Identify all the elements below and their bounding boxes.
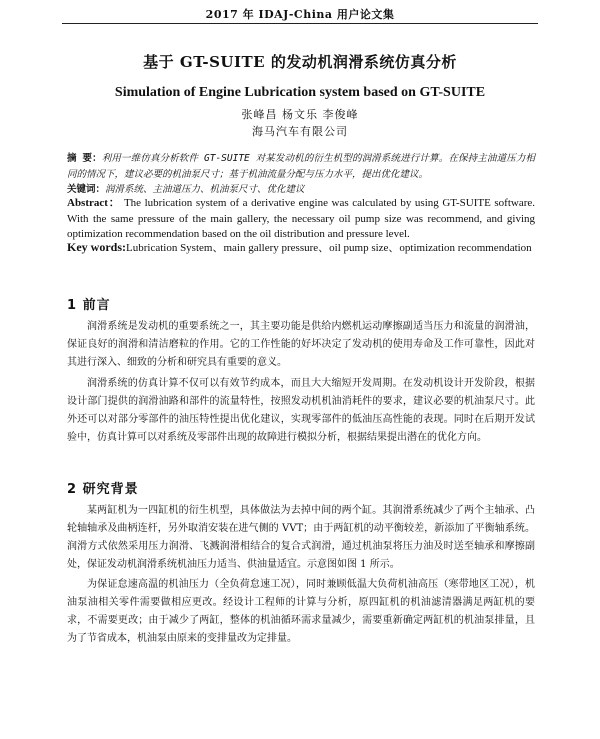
paragraph: 为保证怠速高温的机油压力（全负荷怠速工况），同时兼顾低温大负荷机油高压（寒带地区工况），机油泵油相关零件需要做相应更改。经设计工程师的计算与分析，原四缸机的机油滤清器满足两缸机的要求，不需要更改；由于减少了两缸，整体的机油循环需求量减少，需要重新确定两缸机的机油泵排量，且为了节省成本，机油泵由原来的变排量改为定排量。	[67, 579, 535, 644]
abstract-english-label: Abstract：	[67, 197, 121, 209]
paragraph: 某两缸机为一四缸机的衍生机型，具体做法为去掉中间的两个缸。其润滑系统减少了两个主轴承、凸轮轴轴承及曲柄连杆，另外取消安装在进气侧的 VVT；由于两缸机的动平衡较差，新添加了平衡轴系统。润滑方式依然采用压力润滑、飞溅润滑相结合的复合式润滑，通过机油泵将压力油及时送至轴承和摩擦副处，保证发动机润滑系统机油压力适当、供油量适宜。示意图如图 1 所示。	[67, 505, 535, 570]
paper-affiliation: 海马汽车有限公司	[252, 125, 348, 138]
paper-authors: 张峰昌 杨文乐 李俊峰	[241, 108, 359, 121]
paragraph: 润滑系统的仿真计算不仅可以有效节约成本，而且大大缩短开发周期。在发动机设计开发阶段，根据设计部门提供的润滑油路和部件的流量特性，按照发动机机油消耗件的要求，建议必要的机油泵尺寸。此外还可以对部分零部件的油压特性提出优化建议，实现零部件的低油压高性能的表现。同时在后期开发试验中，仿真计算可以对系统及零部件出现的故障进行模拟分析，根据结果提出潜在的优化方向。	[67, 378, 535, 443]
paper-title-english: Simulation of Engine Lubrication system based on GT-SUITE	[114, 85, 486, 100]
section-heading-introduction: 1 前言	[67, 298, 111, 313]
abstract-chinese-text: 利用一维仿真分析软件 GT-SUITE 对某发动机的衍生机型的润滑系统进行计算。在保持主油道压力相同的情况下，建议必要的机油泵尺寸；基于机油流量分配与压力水平，提出优化建议。	[67, 153, 535, 180]
keywords-chinese-label: 关键词：	[67, 184, 106, 195]
running-header: 2017 年 IDAJ-China 用户论文集	[205, 8, 395, 21]
abstract-english	[67, 196, 535, 243]
section-heading-background: 2 研究背景	[67, 482, 139, 497]
header-rule	[62, 23, 538, 24]
keywords-english-label: Key words:	[67, 240, 126, 254]
keywords-english-text: Lubrication System、main gallery pressure、oil pump size、optimization recommendation	[126, 242, 532, 254]
paragraph: 润滑系统是发动机的重要系统之一，其主要功能是供给内燃机运动摩擦副适当压力和流量的润滑油，保证良好的润滑和清洁磨粒的作用。它的工作性能的好坏决定了发动机的使用寿命及工作可靠性，因此对其进行深入、细致的分析和研究具有重要的意义。	[67, 321, 535, 368]
abstract-chinese-label: 摘 要：	[67, 153, 102, 164]
paper-title-chinese: 基于 GT-SUITE 的发动机润滑系统仿真分析	[143, 53, 457, 71]
keywords-english	[67, 240, 535, 257]
keywords-chinese-text: 润滑系统、主油道压力、机油泵尺寸、优化建议	[105, 184, 305, 195]
abstract-chinese	[67, 151, 535, 182]
abstract-english-text: The lubrication system of a derivative engine was calculated by using GT-SUITE software. With the same pressure of the main gallery, the necessary oil pump size was recommend, and giving optimization recommendation based on the oil distribution and pressure level.	[67, 197, 535, 240]
